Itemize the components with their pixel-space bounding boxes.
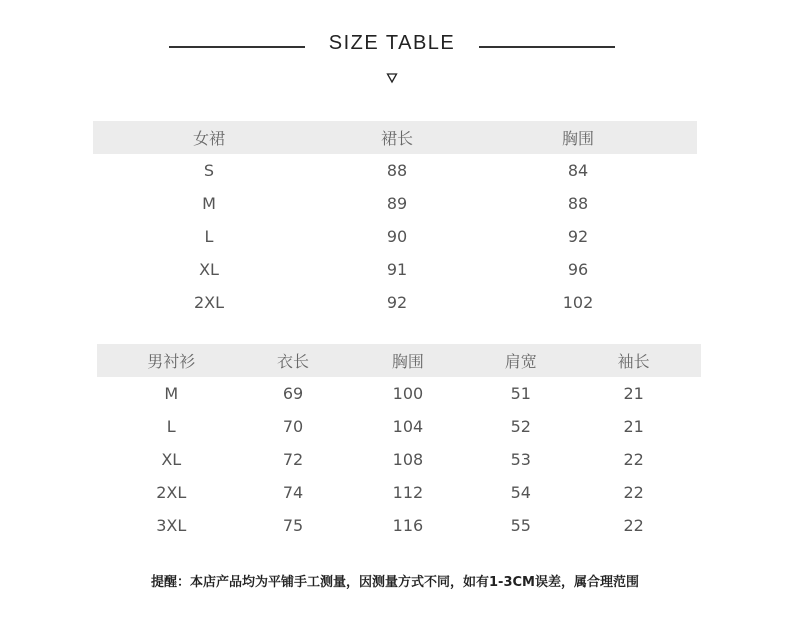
table-row	[93, 187, 697, 220]
table-row	[97, 476, 701, 509]
table-cell: 53	[510, 450, 531, 469]
header-cell: 肩宽	[504, 352, 537, 371]
women-dress-size-table	[93, 121, 697, 319]
table-cell: 88	[567, 194, 589, 213]
table-header-row	[97, 344, 701, 377]
table-row	[97, 509, 701, 542]
table-cell: M	[202, 194, 216, 213]
table-cell: 2XL	[156, 483, 187, 502]
header-cell: 男衬衫	[147, 352, 196, 371]
table-cell: 22	[623, 516, 644, 535]
table-cell: 70	[282, 417, 304, 436]
table-cell: 22	[623, 483, 644, 502]
page-title: SIZE TABLE	[328, 32, 456, 54]
table-cell: 100	[392, 384, 424, 403]
table-cell: 72	[282, 450, 304, 469]
table-cell: XL	[161, 450, 182, 469]
table-cell: 54	[510, 483, 531, 502]
table-cell: 69	[282, 384, 304, 403]
table-cell: 55	[510, 516, 531, 535]
table-row	[97, 377, 701, 410]
table-cell: 102	[562, 293, 594, 312]
table-cell: XL	[199, 260, 219, 279]
down-triangle-icon	[386, 72, 398, 84]
table-cell: 116	[392, 516, 424, 535]
table-cell: 84	[567, 161, 589, 180]
table-cell: 21	[623, 384, 644, 403]
table-cell: 22	[623, 450, 644, 469]
table-cell: S	[203, 161, 215, 180]
table-row	[97, 443, 701, 476]
table-cell: 90	[386, 227, 408, 246]
table-cell: L	[204, 227, 214, 246]
header-cell: 裙长	[380, 129, 413, 148]
header-cell: 女裙	[192, 129, 225, 148]
table-cell: 21	[623, 417, 644, 436]
table-cell: 74	[282, 483, 304, 502]
table-cell: 52	[510, 417, 531, 436]
header-cell: 胸围	[561, 129, 594, 148]
table-cell: 92	[386, 293, 408, 312]
table-cell: 89	[386, 194, 408, 213]
table-row	[93, 154, 697, 187]
table-cell: 104	[392, 417, 424, 436]
table-row	[93, 220, 697, 253]
table-cell: 51	[510, 384, 531, 403]
table-row	[97, 410, 701, 443]
table-row	[93, 253, 697, 286]
header-cell: 胸围	[391, 352, 424, 371]
men-shirt-size-table	[97, 344, 701, 542]
table-cell: L	[166, 417, 176, 436]
title-divider-left	[169, 46, 305, 48]
header-cell: 衣长	[277, 352, 310, 371]
table-cell: M	[164, 384, 179, 403]
table-cell: 75	[282, 516, 304, 535]
table-cell: 2XL	[193, 293, 225, 312]
table-cell: 112	[392, 483, 424, 502]
title-bar	[0, 30, 790, 64]
measurement-note: 提醒：本店产品均为平铺手工测量，因测量方式不同，如有1-3CM误差，属合理范围	[151, 575, 639, 590]
table-cell: 108	[392, 450, 424, 469]
title-divider-right	[479, 46, 615, 48]
table-cell: 92	[567, 227, 589, 246]
table-header-row	[93, 121, 697, 154]
table-cell: 96	[567, 260, 589, 279]
table-cell: 88	[386, 161, 408, 180]
table-row	[93, 286, 697, 319]
table-cell: 3XL	[156, 516, 187, 535]
table-cell: 91	[386, 260, 408, 279]
header-cell: 袖长	[617, 352, 650, 371]
